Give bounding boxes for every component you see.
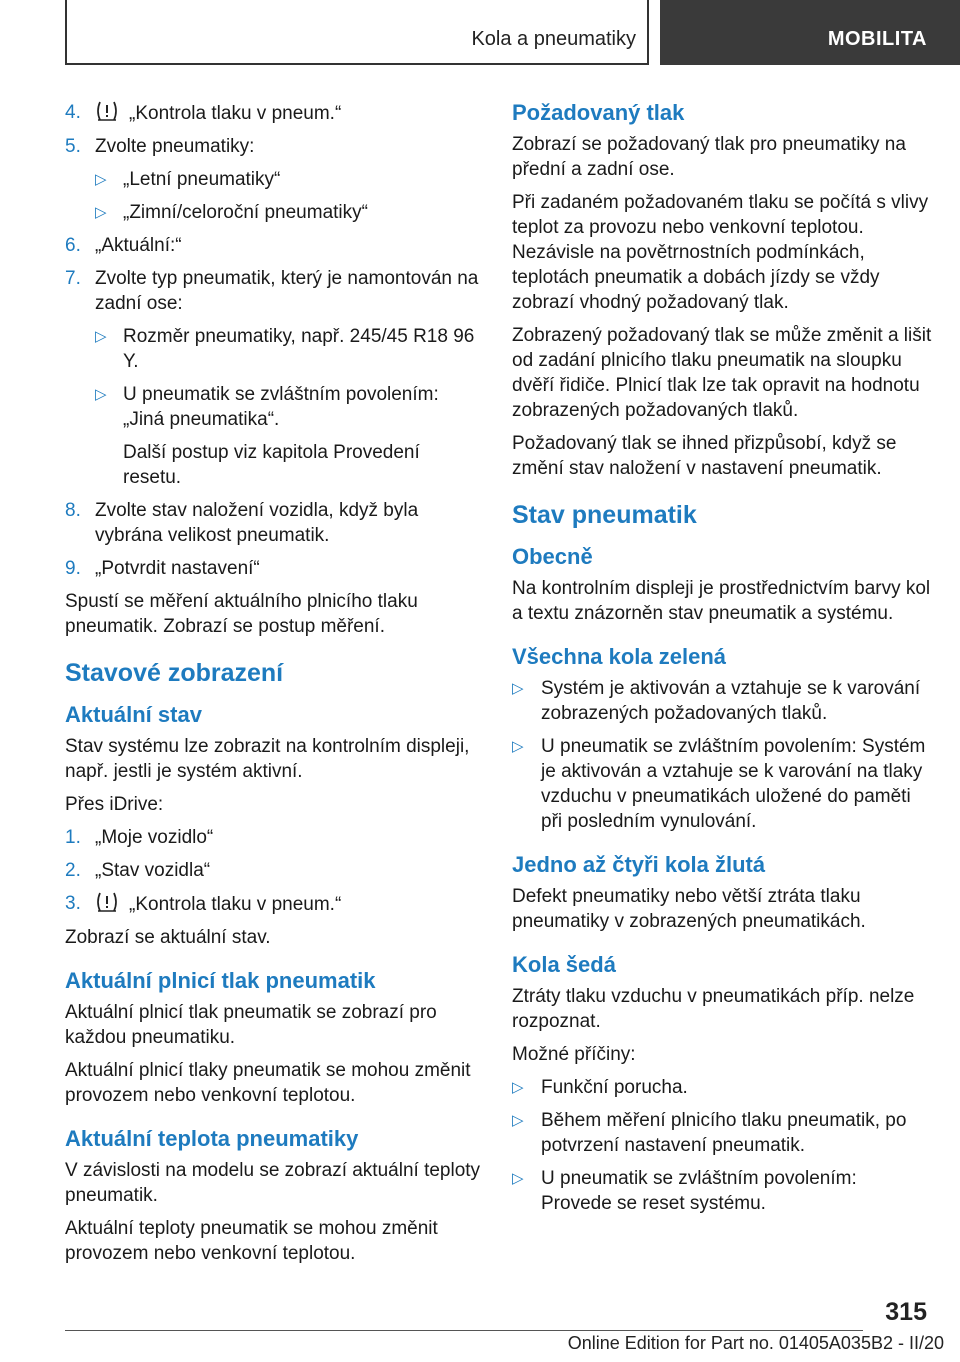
paragraph: Na kontrolním displeji je prostřednictvím barvy kol a textu znázorněn stav pneumatik a systému. [512, 578, 931, 624]
paragraph: Zobrazí se požadovaný tlak pro pneumatiky na přední a zadní ose. [512, 134, 906, 180]
paragraph: Stav systému lze zobrazit na kontrolním displeji, např. jestli je systém aktivní. [65, 736, 470, 782]
triangle-bullet-icon: ▷ [512, 680, 524, 697]
paragraph: Přes iDrive: [65, 794, 164, 815]
list-item [65, 825, 483, 850]
subsection-heading: Jedno až čtyři kola žlutá [512, 852, 766, 877]
step-text: „Kontrola tlaku v pneum.“ [129, 103, 342, 124]
section-heading: Stav pneumatik [512, 501, 697, 529]
step-text: Zvolte pneumatiky: [95, 136, 255, 157]
tire-warning-icon [95, 891, 119, 913]
tire-warning-icon [95, 100, 119, 122]
subsection-heading: Obecně [512, 544, 593, 569]
step-number: 9. [65, 558, 81, 579]
paragraph: Aktuální plnicí tlak pneumatik se zobrazí pro každou pneumatiku. [65, 1002, 437, 1048]
paragraph: Aktuální teploty pneumatik se mohou změnit provozem nebo venkovní teplotou. [65, 1218, 438, 1264]
triangle-bullet-icon: ▷ [95, 204, 107, 221]
paragraph: Aktuální plnicí tlaky pneumatik se mohou změnit provozem nebo venkovní teplotou. [65, 1060, 471, 1106]
step-number: 7. [65, 268, 81, 289]
step-number: 2. [65, 860, 81, 881]
list-item [65, 498, 483, 548]
step-number: 3. [65, 893, 81, 914]
paragraph: Možné příčiny: [512, 1044, 636, 1065]
sub-list-item [65, 324, 483, 374]
sub-list-item [65, 200, 483, 225]
step-number: 4. [65, 102, 81, 123]
sub-text: U pneumatik se zvláštním povolením: „Jiná pneumatika“. [123, 384, 439, 430]
paragraph: Zobrazí se aktuální stav. [65, 927, 271, 948]
bullet-text: U pneumatik se zvláštním povolením: Systém je aktivován a vztahuje se k varování na tlaky vzduchu v pneumatikách uložené do paměti při posledním vynulování. [541, 736, 926, 832]
paragraph: Defekt pneumatiky nebo větší ztráta tlaku pneumatiky v zobrazených pneumatikách. [512, 886, 866, 932]
paragraph: Při zadaném požadovaném tlaku se počítá s vlivy teplot za provozu nebo venkovní teplotou. Nezávisle na povětrnostních podmínkách, teplotách pneumatik a dobách jízdy se vždy zobrazí vhodný požadovaný tlak. [512, 192, 929, 313]
step-text: „Aktuální:“ [95, 235, 182, 256]
triangle-bullet-icon: ▷ [95, 171, 107, 188]
triangle-bullet-icon: ▷ [95, 328, 107, 345]
footer-edition: Online Edition for Part no. 01405A035B2 - II/20 [567, 1333, 944, 1353]
list-item [65, 858, 483, 883]
paragraph: Zobrazený požadovaný tlak se může změnit a lišit od zadání plnicího tlaku pneumatik na sloupku dvěří řidiče. Plnicí tlak lze tak opravit na hodnotu zobrazených požadovaných tlaků. [512, 325, 932, 421]
step-number: 5. [65, 136, 81, 157]
paragraph: Ztráty tlaku vzduchu v pneumatikách příp. nelze rozpoznat. [512, 986, 915, 1032]
left-column [65, 100, 483, 1274]
page-number: 315 [885, 1298, 927, 1326]
step-number: 8. [65, 500, 81, 521]
paragraph: V závislosti na modelu se zobrazí aktuální teploty pneumatik. [65, 1160, 481, 1206]
bullet-item [512, 1108, 932, 1158]
bullet-text: U pneumatik se zvláštním povolením: Provede se reset systému. [541, 1168, 857, 1214]
subsection-heading: Aktuální teplota pneumatiky [65, 1126, 359, 1151]
triangle-bullet-icon: ▷ [512, 1079, 524, 1096]
sub-list-continuation: Další postup viz kapitola Provedení resetu. [123, 442, 420, 488]
bullet-text: Funkční porucha. [541, 1077, 688, 1098]
header-rule-left [65, 0, 67, 64]
bullet-text: Během měření plnicího tlaku pneumatik, po potvrzení nastavení pneumatik. [541, 1110, 907, 1156]
subsection-heading: Všechna kola zelená [512, 644, 726, 669]
list-item [65, 134, 483, 159]
step-text: „Moje vozidlo“ [95, 827, 214, 848]
subsection-heading: Aktuální plnicí tlak pneumatik [65, 968, 376, 993]
step-text: „Stav vozidla“ [95, 860, 211, 881]
list-item [65, 266, 483, 316]
subsection-heading: Aktuální stav [65, 702, 202, 727]
right-column [512, 100, 932, 1224]
triangle-bullet-icon: ▷ [512, 1170, 524, 1187]
paragraph: Požadovaný tlak se ihned přizpůsobí, když se změní stav naložení v nastavení pneumatik. [512, 433, 897, 479]
bullet-text: Systém je aktivován a vztahuje se k varování zobrazených požadovaných tlaků. [541, 678, 921, 724]
step-text: „Kontrola tlaku v pneum.“ [129, 894, 342, 915]
sub-text: „Letní pneumatiky“ [123, 169, 281, 190]
footer-rule [65, 1330, 863, 1331]
list-item [65, 100, 483, 126]
section-heading: Stavové zobrazení [65, 659, 284, 687]
subsection-heading: Kola šedá [512, 952, 616, 977]
bullet-item [512, 734, 932, 834]
sub-text: Rozměr pneumatiky, např. 245/45 R18 96 Y. [123, 326, 475, 372]
subsection-heading: Požadovaný tlak [512, 100, 685, 125]
bullet-item [512, 1166, 932, 1216]
header-rule-bottom [65, 63, 649, 65]
bullet-item [512, 676, 932, 726]
step-text: „Potvrdit nastavení“ [95, 558, 260, 579]
list-item [65, 891, 483, 917]
sub-list-item [65, 382, 483, 432]
list-item [65, 233, 483, 258]
section-tab [660, 0, 960, 65]
step-text: Zvolte typ pneumatik, který je namontován na zadní ose: [95, 268, 479, 314]
triangle-bullet-icon: ▷ [512, 738, 524, 755]
list-item [65, 556, 483, 581]
sub-list-item [65, 167, 483, 192]
step-number: 6. [65, 235, 81, 256]
triangle-bullet-icon: ▷ [95, 386, 107, 403]
paragraph: Spustí se měření aktuálního plnicího tlaku pneumatik. Zobrazí se postup měření. [65, 591, 418, 637]
header-rule-mid [647, 0, 649, 64]
section-tab-label: MOBILITA [827, 28, 927, 50]
chapter-title: Kola a pneumatiky [471, 28, 636, 50]
step-number: 1. [65, 827, 81, 848]
triangle-bullet-icon: ▷ [512, 1112, 524, 1129]
step-text: Zvolte stav naložení vozidla, když byla vybrána velikost pneumatik. [95, 500, 419, 546]
sub-text: „Zimní/celoroční pneumatiky“ [123, 202, 368, 223]
bullet-item [512, 1075, 932, 1100]
